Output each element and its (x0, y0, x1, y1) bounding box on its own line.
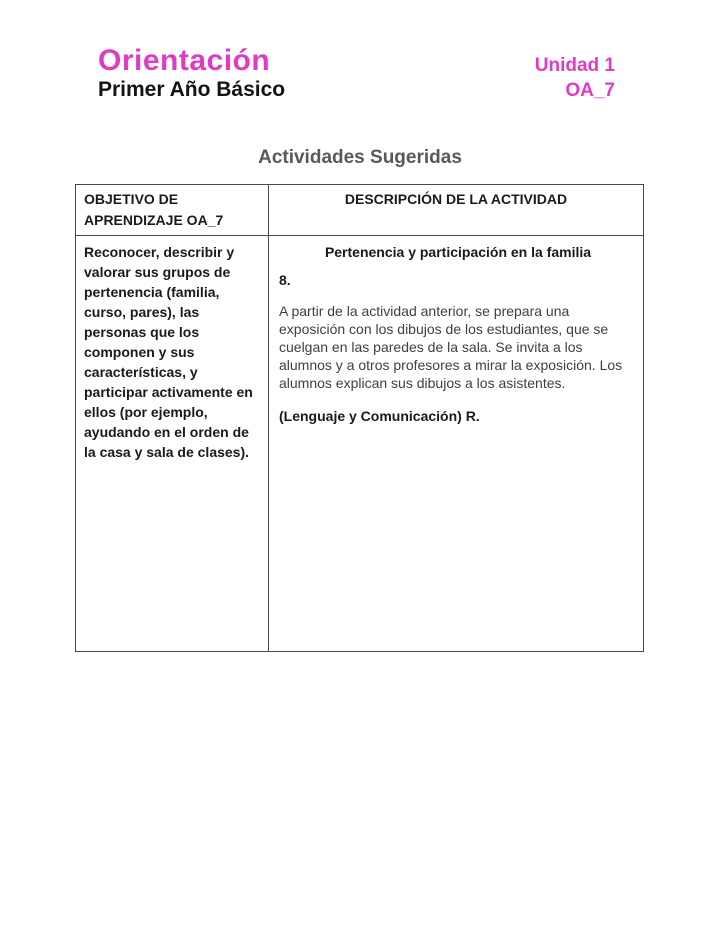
activity-subject-tag: (Lenguaje y Comunicación) R. (279, 408, 480, 424)
objective-column-header: OBJETIVO DE APRENDIZAJE OA_7 (76, 185, 269, 236)
subject-title: Orientación (98, 44, 271, 77)
activity-description: A partir de la actividad anterior, se prepara una exposición con los dibujos de los estudiantes, que se cuelgan en las paredes de la sala. Se invita a los alumnos y a otros profesores a mirar la exposición. Los alumnos explican sus dibujos a los asistentes. (279, 303, 623, 391)
doc-header (98, 44, 615, 103)
doc-header-left (98, 44, 285, 102)
activity-title: Pertenencia y participación en la familia (324, 244, 592, 260)
doc-header-right (535, 44, 615, 103)
table-row (76, 236, 644, 652)
oa-code-label: OA_7 (565, 80, 615, 101)
activity-number: 8. (279, 272, 291, 288)
activities-table (75, 184, 644, 652)
grade-subtitle: Primer Año Básico (98, 78, 286, 101)
section-title: Actividades Sugeridas (258, 147, 462, 168)
unit-label: Unidad 1 (534, 55, 615, 76)
description-column-header: DESCRIPCIÓN DE LA ACTIVIDAD (269, 185, 644, 236)
description-cell (269, 236, 644, 652)
objective-cell: Reconocer, describir y valorar sus grupos de pertenencia (familia, curso, pares), las personas que los componen y sus características, y participar activamente en ellos (por ejemplo, ayudando en el orden de la casa y sala de clases). (76, 236, 269, 652)
table-header-row (76, 185, 644, 236)
